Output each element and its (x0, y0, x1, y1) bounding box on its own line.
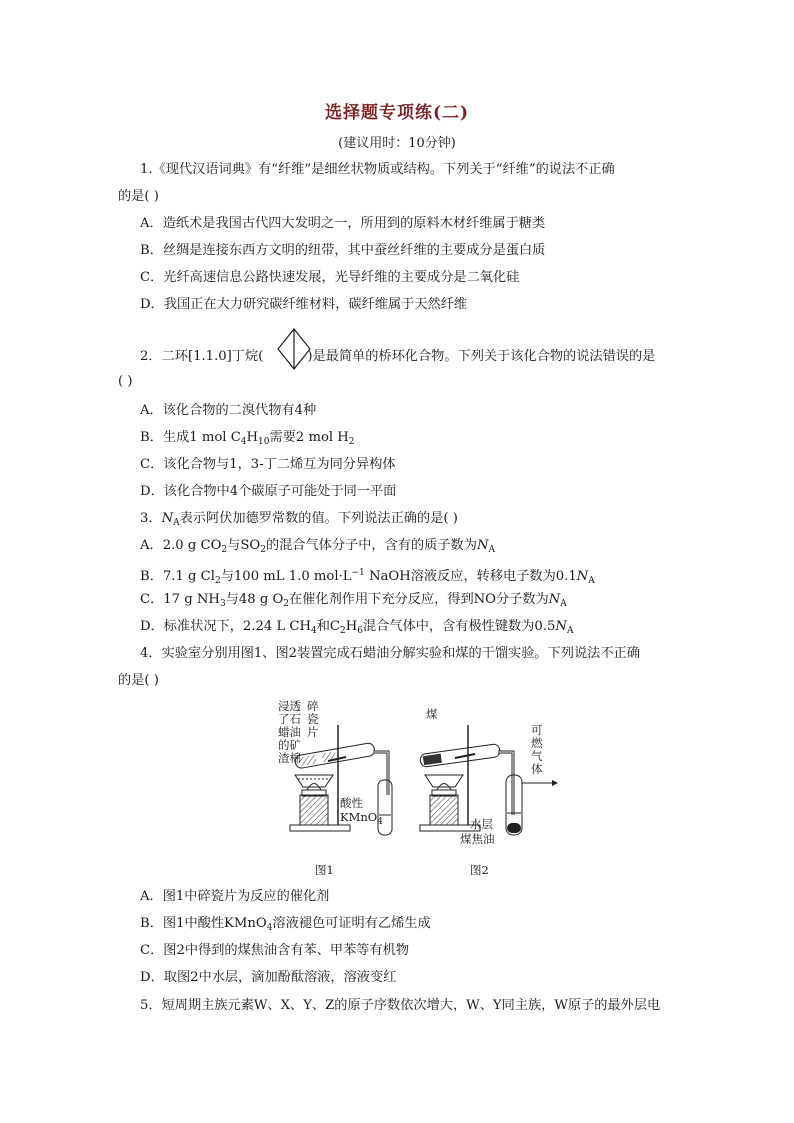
q3-c-sub2: 2 (283, 599, 290, 609)
q3-option-a (140, 537, 495, 559)
q3-a-sub2: 2 (260, 545, 266, 555)
q3-stem-post: 表示阿伏加德罗常数的值。下列说法正确的是( ) (179, 511, 458, 526)
porcelain-label-1: 碎 (307, 699, 319, 713)
na-sub: A (488, 545, 495, 555)
q4-b-post: 溶液褪色可证明有乙烯生成 (272, 916, 431, 931)
q3-d-mid: 和C (316, 619, 340, 634)
q2-stem-post: )是最简单的桥环化合物。下列关于该化合物的说法错误的是 (307, 349, 656, 364)
q1-option-a: A．造纸术是我国古代四大发明之一，所用到的原料木材纤维属于糖类 (140, 216, 546, 231)
coal-tar-label: 煤焦油 (460, 832, 495, 846)
q1-option-c: C．光纤高速信息公路快速发展，光导纤维的主要成分是二氧化硅 (140, 270, 520, 285)
q3-option-b (140, 564, 595, 590)
porcelain-label-3: 片 (307, 725, 319, 739)
na-sub: A (560, 599, 567, 609)
q3-b-sup: −1 (351, 568, 365, 578)
q3-option-c (140, 591, 567, 613)
q3-a-sub1: 2 (221, 545, 228, 555)
q3-a-post: 的混合气体分子中，含有的质子数为 (265, 538, 477, 553)
q2-b-mid2: 需要2 mol H (269, 430, 349, 445)
q3-b-post: NaOH溶液反应，转移电子数为0.1 (364, 569, 577, 584)
kmno4-label (340, 811, 383, 829)
q1-option-d: D．我国正在大力研究碳纤维材料，碳纤维属于天然纤维 (140, 297, 468, 312)
gas-label (531, 724, 543, 776)
q2-option-d: D．该化合物中4个碳原子可能处于同一平面 (140, 484, 397, 499)
q2-stem-line1 (140, 348, 655, 366)
q4-option-c: C．图2中得到的煤焦油含有苯、甲苯等有机物 (140, 943, 410, 958)
na-sub: A (566, 626, 574, 636)
gas-label-4: 体 (531, 762, 543, 776)
figure1-caption: 图1 (315, 863, 334, 877)
q2-b-sub3: 2 (348, 437, 355, 447)
kmno4-text: KMnO (340, 810, 378, 824)
q1-stem-line1: 1.《现代汉语词典》有“纤维”是细丝状物质或结构。下列关于“纤维”的说法不正确 (140, 162, 615, 177)
figure2-caption: 图2 (470, 863, 489, 877)
q3-d-pre: D．标准状况下，2.24 L CH (140, 619, 311, 634)
cotton-label-4: 的矿 (278, 738, 301, 752)
na-symbol: N (576, 569, 589, 584)
q4-b-pre: B．图1中酸性KMnO (140, 916, 267, 931)
na-sub: A (173, 518, 180, 528)
acid-label: 酸性 (340, 796, 363, 810)
q4-b-sub: 4 (266, 923, 273, 933)
cotton-label-1: 浸透 (278, 699, 301, 713)
q2-option-c: C．该化合物与1，3-丁二烯互为同分异构体 (140, 457, 396, 472)
q3-d-sub2: 2 (340, 626, 346, 636)
q3-d-mid2: H (345, 619, 358, 634)
q4-stem-line1: 4．实验室分别用图1、图2装置完成石蜡油分解实验和煤的干馏实验。下列说法不正确 (140, 646, 640, 661)
page-title: 选择题专项练(二) (324, 103, 470, 123)
q3-d-post: 混合气体中，含有极性键数为0.5 (362, 619, 556, 634)
q4-option-d: D．取图2中水层，滴加酚酞溶液，溶液变红 (140, 970, 397, 985)
q3-b-mid: 与100 mL 1.0 mol·L (220, 569, 352, 584)
q3-c-mid: 与48 g O (225, 592, 284, 607)
q4-option-b (140, 915, 431, 937)
q3-c-sub1: 3 (219, 599, 226, 609)
cotton-label-2: 了石 (278, 712, 301, 726)
na-symbol: N (548, 592, 561, 607)
na-sub: A (588, 576, 595, 586)
q3-a-pre: A．2.0 g CO (140, 538, 222, 553)
gas-label-3: 气 (531, 749, 543, 763)
q2-b-sub1: 4 (240, 437, 247, 447)
q2-option-a: A．该化合物的二溴代物有4种 (140, 403, 317, 418)
q3-stem (140, 510, 458, 532)
q2-b-sub2: 10 (258, 437, 270, 447)
porcelain-label-2: 瓷 (307, 712, 319, 726)
gas-label-1: 可 (531, 723, 543, 737)
kmno4-sub: 4 (377, 817, 383, 827)
q3-c-pre: C．17 g NH (140, 592, 220, 607)
cotton-label (278, 700, 301, 765)
q3-d-sub1: 4 (310, 626, 317, 636)
na-symbol: N (476, 538, 489, 553)
q3-c-post: 在催化剂作用下充分反应，得到NO分子数为 (289, 592, 549, 607)
q2-stem-line2: ( ) (118, 374, 133, 389)
gas-label-2: 燃 (531, 736, 543, 750)
q3-b-sub1: 2 (215, 576, 221, 586)
coal-label: 煤 (426, 707, 438, 721)
q1-stem-line2: 的是( ) (118, 189, 159, 204)
q2-stem-pre: 2．二环[1.1.0]丁烷( (140, 349, 264, 364)
page-subtitle: (建议用时：10分钟) (338, 136, 456, 151)
bicyclobutane-structure-icon (275, 327, 313, 371)
porcelain-label (307, 700, 319, 739)
q4-stem-line2: 的是( ) (118, 673, 159, 688)
cotton-label-3: 蜡油 (278, 725, 301, 739)
na-symbol: N (555, 619, 567, 634)
q2-option-b (140, 429, 355, 451)
water-layer-label: 水层 (470, 817, 493, 831)
q2-b-mid1: H (246, 430, 259, 445)
q3-option-d (140, 618, 573, 640)
q5-stem-line1: 5．短周期主族元素W、X、Y、Z的原子序数依次增大，W、Y同主族，W原子的最外层电 (140, 998, 661, 1013)
q3-d-sub3: 6 (357, 626, 363, 636)
q3-stem-pre: 3． (140, 511, 162, 526)
cotton-label-5: 渣棉 (278, 751, 301, 765)
q2-b-pre: B．生成1 mol C (140, 430, 241, 445)
q3-a-mid: 与SO (227, 538, 261, 553)
q1-option-b: B．丝绸是连接东西方文明的纽带，其中蚕丝纤维的主要成分是蛋白质 (140, 243, 546, 258)
q3-b-pre: B．7.1 g Cl (140, 569, 215, 584)
na-symbol: N (161, 511, 174, 526)
q4-option-a: A．图1中碎瓷片为反应的催化剂 (140, 889, 330, 904)
